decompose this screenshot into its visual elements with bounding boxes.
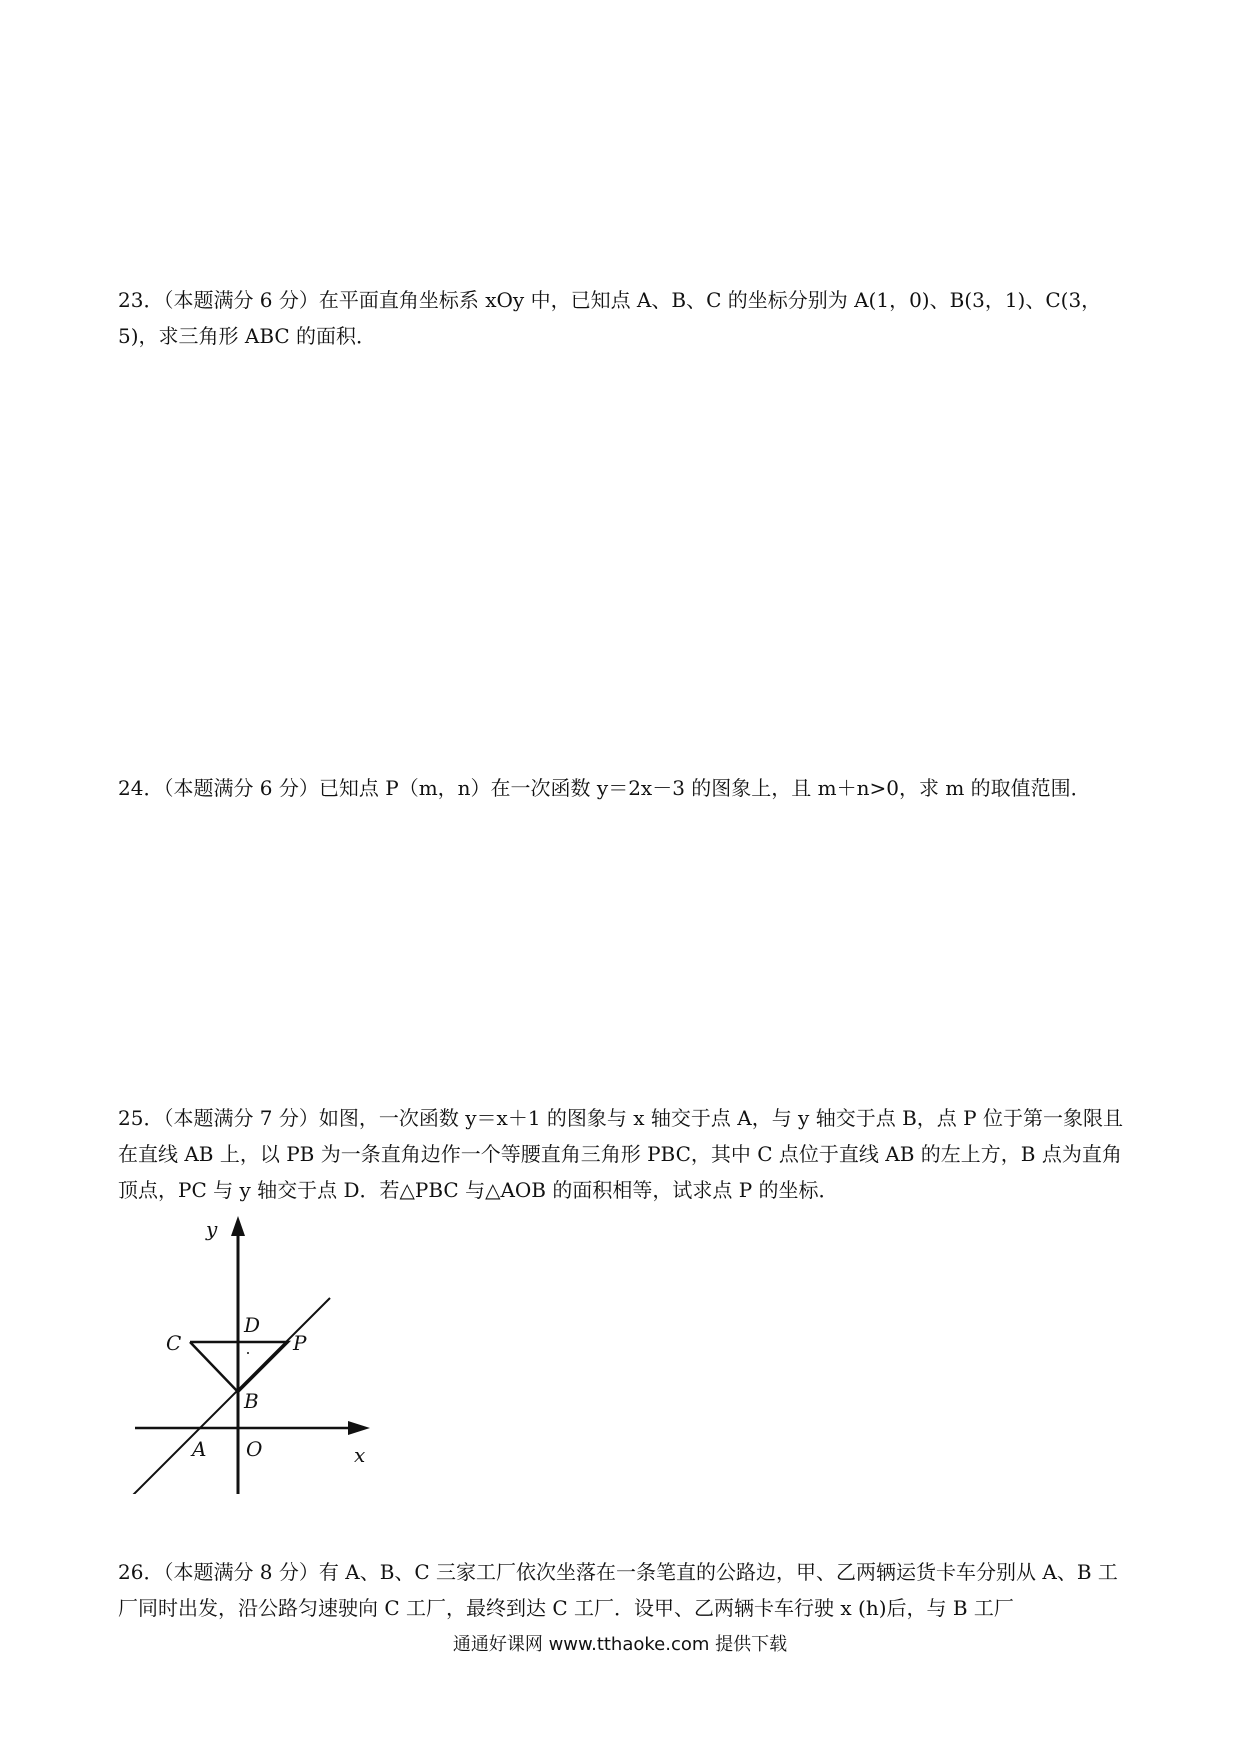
question-25: 25．（本题满分 7 分）如图，一次函数 y＝x＋1 的图象与 x 轴交于点 A，与 y 轴交于点 B，点 P 位于第一象限且在直线 AB 上，以 PB 为一条直角边作一个等腰直角三角形 PBC，其中 C 点位于直线 AB 的左上方，B 点为直角顶点，PC 与 y 轴交于点 D．若△PBC 与△AOB 的面积相等，试求点 P 的坐标．	[118, 1106, 1123, 1202]
label-o: O	[246, 1437, 263, 1461]
label-d: D	[244, 1313, 261, 1337]
label-x: x	[354, 1443, 366, 1467]
x-axis-arrow	[348, 1421, 370, 1435]
y-axis-arrow	[231, 1216, 245, 1236]
dot-mark	[247, 1352, 249, 1354]
question-24: 24．（本题满分 6 分）已知点 P（m，n）在一次函数 y＝2x－3 的图象上，且 m＋n>0，求 m 的取值范围．	[118, 776, 1091, 800]
line-ab	[132, 1298, 330, 1494]
label-b: B	[244, 1389, 259, 1413]
coordinate-figure	[130, 1214, 400, 1494]
footer-text: 通通好课网 www.tthaoke.com 提供下载	[452, 1634, 788, 1655]
label-c: C	[166, 1331, 182, 1355]
question-26: 26．（本题满分 8 分）有 A、B、C 三家工厂依次坐落在一条笔直的公路边，甲、乙两辆运货卡车分别从 A、B 工厂同时出发，沿公路匀速驶向 C 工厂，最终到达 C 工厂．设甲、乙两辆卡车行驶 x (h)后，与 B 工厂	[118, 1560, 1118, 1620]
label-y: y	[206, 1217, 218, 1241]
label-p: P	[293, 1331, 307, 1355]
label-a: A	[192, 1437, 207, 1461]
question-23: 23．（本题满分 6 分）在平面直角坐标系 xOy 中，已知点 A、B、C 的坐标分别为 A(1，0)、B(3，1)、C(3，5)，求三角形 ABC 的面积．	[118, 288, 1102, 348]
